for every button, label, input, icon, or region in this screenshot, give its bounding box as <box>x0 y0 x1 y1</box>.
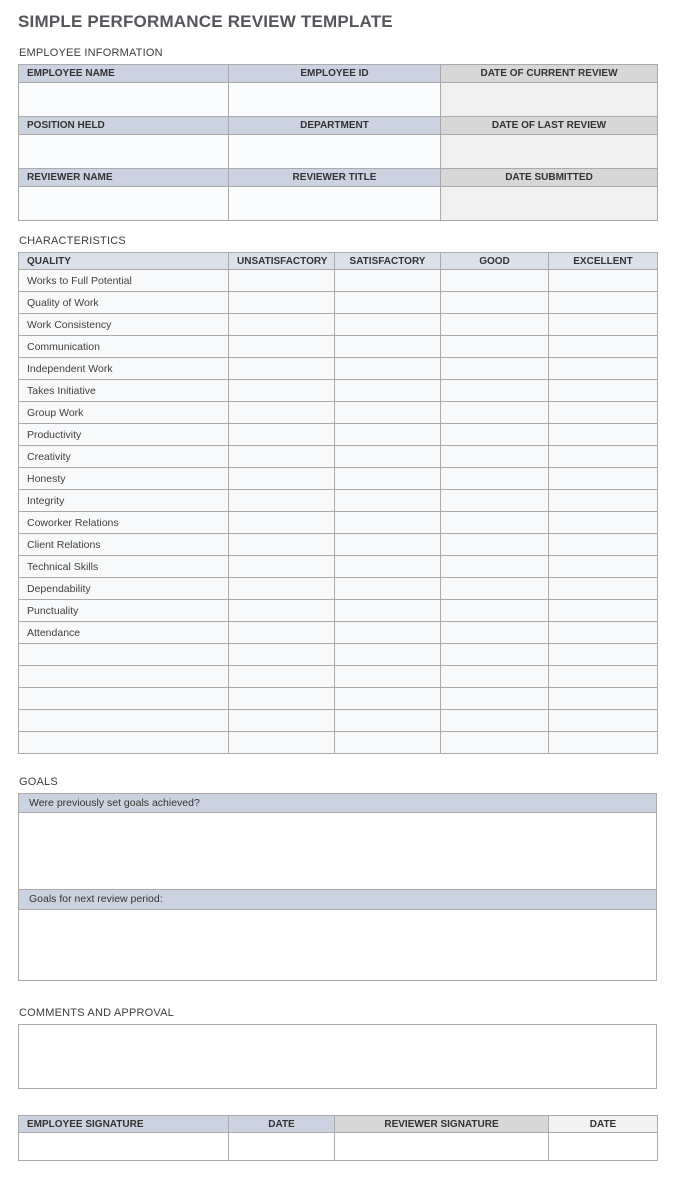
rating-cell-unsatisfactory[interactable] <box>229 292 335 314</box>
rating-cell-excellent[interactable] <box>549 270 658 292</box>
input-employee-signature-date[interactable] <box>229 1133 335 1161</box>
quality-label: Technical Skills <box>19 556 229 578</box>
quality-label <box>19 644 229 666</box>
goals-label: GOALS <box>19 776 58 788</box>
quality-label: Productivity <box>19 424 229 446</box>
rating-cell-good[interactable] <box>441 468 549 490</box>
rating-cell-excellent[interactable] <box>549 424 658 446</box>
section-signatures <box>18 1115 657 1161</box>
rating-cell-satisfactory[interactable] <box>335 270 441 292</box>
rating-cell-satisfactory[interactable] <box>335 292 441 314</box>
rating-cell-unsatisfactory[interactable] <box>229 512 335 534</box>
goal-prompt-previous-goals: Were previously set goals achieved? <box>18 793 657 813</box>
header-employee-id: EMPLOYEE ID <box>229 65 441 83</box>
quality-label: Honesty <box>19 468 229 490</box>
rating-cell-good[interactable] <box>441 490 549 512</box>
quality-label: Takes Initiative <box>19 380 229 402</box>
goal-prompt-next-period: Goals for next review period: <box>18 890 657 910</box>
table-header-row <box>19 1116 658 1133</box>
table-row <box>19 644 658 666</box>
quality-label: Creativity <box>19 446 229 468</box>
rating-cell-satisfactory[interactable] <box>335 710 441 732</box>
rating-cell-unsatisfactory[interactable] <box>229 688 335 710</box>
rating-cell-excellent[interactable] <box>549 446 658 468</box>
table-row <box>19 117 658 135</box>
rating-cell-excellent[interactable] <box>549 600 658 622</box>
rating-cell-satisfactory[interactable] <box>335 512 441 534</box>
rating-cell-satisfactory[interactable] <box>335 336 441 358</box>
quality-label <box>19 688 229 710</box>
rating-cell-good[interactable] <box>441 622 549 644</box>
input-position-held[interactable] <box>19 135 229 169</box>
rating-cell-excellent[interactable] <box>549 336 658 358</box>
quality-label: Punctuality <box>19 600 229 622</box>
rating-cell-satisfactory[interactable] <box>335 644 441 666</box>
rating-cell-good[interactable] <box>441 292 549 314</box>
input-reviewer-name[interactable] <box>19 187 229 221</box>
input-date-submitted[interactable] <box>441 187 658 221</box>
rating-cell-satisfactory[interactable] <box>335 468 441 490</box>
rating-cell-satisfactory[interactable] <box>335 622 441 644</box>
header-department: DEPARTMENT <box>229 117 441 135</box>
table-row <box>19 732 658 754</box>
table-row <box>19 666 658 688</box>
table-row <box>19 1133 658 1161</box>
rating-cell-excellent[interactable] <box>549 556 658 578</box>
quality-label: Client Relations <box>19 534 229 556</box>
signatures-table <box>18 1115 658 1161</box>
quality-label: Quality of Work <box>19 292 229 314</box>
rating-cell-satisfactory[interactable] <box>335 600 441 622</box>
table-row <box>19 187 658 221</box>
section-comments-approval <box>18 1007 657 1089</box>
rating-cell-good[interactable] <box>441 358 549 380</box>
header-position-held: POSITION HELD <box>19 117 229 135</box>
rating-cell-unsatisfactory[interactable] <box>229 402 335 424</box>
rating-cell-good[interactable] <box>441 688 549 710</box>
table-row <box>19 424 658 446</box>
rating-cell-excellent[interactable] <box>549 578 658 600</box>
comments-input-area[interactable] <box>18 1024 657 1089</box>
rating-cell-excellent[interactable] <box>549 292 658 314</box>
page-title: SIMPLE PERFORMANCE REVIEW TEMPLATE <box>18 12 393 31</box>
table-row <box>19 314 658 336</box>
rating-cell-unsatisfactory[interactable] <box>229 710 335 732</box>
rating-cell-good[interactable] <box>441 534 549 556</box>
input-employee-name[interactable] <box>19 83 229 117</box>
rating-cell-good[interactable] <box>441 402 549 424</box>
rating-cell-unsatisfactory[interactable] <box>229 358 335 380</box>
table-row <box>19 490 658 512</box>
goals-box <box>18 793 657 981</box>
table-row <box>19 534 658 556</box>
rating-cell-excellent[interactable] <box>549 380 658 402</box>
rating-cell-unsatisfactory[interactable] <box>229 314 335 336</box>
rating-cell-unsatisfactory[interactable] <box>229 666 335 688</box>
table-row <box>19 65 658 83</box>
header-reviewer-title: REVIEWER TITLE <box>229 169 441 187</box>
rating-cell-excellent[interactable] <box>549 622 658 644</box>
characteristics-label: CHARACTERISTICS <box>19 235 126 247</box>
input-date-of-last-review[interactable] <box>441 135 658 169</box>
rating-cell-satisfactory[interactable] <box>335 490 441 512</box>
input-employee-signature[interactable] <box>19 1133 229 1161</box>
header-reviewer-name: REVIEWER NAME <box>19 169 229 187</box>
header-reviewer-signature: REVIEWER SIGNATURE <box>335 1116 549 1133</box>
rating-cell-excellent[interactable] <box>549 314 658 336</box>
rating-cell-good[interactable] <box>441 578 549 600</box>
employee-information-table <box>18 64 658 221</box>
quality-label: Integrity <box>19 490 229 512</box>
table-row <box>19 556 658 578</box>
table-row <box>19 83 658 117</box>
rating-cell-good[interactable] <box>441 270 549 292</box>
rating-cell-unsatisfactory[interactable] <box>229 336 335 358</box>
header-reviewer-signature-date: DATE <box>549 1116 658 1133</box>
rating-cell-unsatisfactory[interactable] <box>229 490 335 512</box>
input-date-of-current-review[interactable] <box>441 83 658 117</box>
rating-cell-satisfactory[interactable] <box>335 358 441 380</box>
rating-cell-unsatisfactory[interactable] <box>229 578 335 600</box>
rating-cell-satisfactory[interactable] <box>335 424 441 446</box>
quality-label: Works to Full Potential <box>19 270 229 292</box>
rating-cell-excellent[interactable] <box>549 512 658 534</box>
employee-information-label: EMPLOYEE INFORMATION <box>19 47 163 59</box>
rating-cell-excellent[interactable] <box>549 358 658 380</box>
rating-cell-satisfactory[interactable] <box>335 666 441 688</box>
rating-cell-good[interactable] <box>441 732 549 754</box>
rating-cell-good[interactable] <box>441 314 549 336</box>
header-satisfactory: SATISFACTORY <box>335 253 441 270</box>
rating-cell-unsatisfactory[interactable] <box>229 446 335 468</box>
table-row <box>19 688 658 710</box>
rating-cell-unsatisfactory[interactable] <box>229 424 335 446</box>
table-row <box>19 600 658 622</box>
header-employee-signature-date: DATE <box>229 1116 335 1133</box>
input-reviewer-signature[interactable] <box>335 1133 549 1161</box>
rating-cell-good[interactable] <box>441 512 549 534</box>
header-excellent: EXCELLENT <box>549 253 658 270</box>
rating-cell-good[interactable] <box>441 446 549 468</box>
quality-label: Independent Work <box>19 358 229 380</box>
rating-cell-excellent[interactable] <box>549 732 658 754</box>
table-row <box>19 512 658 534</box>
table-row <box>19 710 658 732</box>
header-good: GOOD <box>441 253 549 270</box>
table-row <box>19 135 658 169</box>
header-unsatisfactory: UNSATISFACTORY <box>229 253 335 270</box>
rating-cell-satisfactory[interactable] <box>335 556 441 578</box>
rating-cell-satisfactory[interactable] <box>335 314 441 336</box>
rating-cell-excellent[interactable] <box>549 402 658 424</box>
rating-cell-good[interactable] <box>441 336 549 358</box>
rating-cell-unsatisfactory[interactable] <box>229 270 335 292</box>
rating-cell-satisfactory[interactable] <box>335 446 441 468</box>
section-characteristics <box>18 235 657 754</box>
rating-cell-excellent[interactable] <box>549 710 658 732</box>
table-row <box>19 169 658 187</box>
quality-label: Group Work <box>19 402 229 424</box>
rating-cell-excellent[interactable] <box>549 688 658 710</box>
table-header-row <box>19 253 658 270</box>
rating-cell-satisfactory[interactable] <box>335 534 441 556</box>
rating-cell-satisfactory[interactable] <box>335 732 441 754</box>
rating-cell-unsatisfactory[interactable] <box>229 468 335 490</box>
quality-label: Attendance <box>19 622 229 644</box>
table-row <box>19 622 658 644</box>
rating-cell-unsatisfactory[interactable] <box>229 600 335 622</box>
rating-cell-unsatisfactory[interactable] <box>229 732 335 754</box>
input-reviewer-title[interactable] <box>229 187 441 221</box>
table-row <box>19 402 658 424</box>
comments-approval-label: COMMENTS AND APPROVAL <box>19 1007 174 1019</box>
table-row <box>19 468 658 490</box>
table-row <box>19 336 658 358</box>
header-employee-name: EMPLOYEE NAME <box>19 65 229 83</box>
header-employee-signature: EMPLOYEE SIGNATURE <box>19 1116 229 1133</box>
rating-cell-unsatisfactory[interactable] <box>229 622 335 644</box>
rating-cell-unsatisfactory[interactable] <box>229 556 335 578</box>
rating-cell-good[interactable] <box>441 644 549 666</box>
goal-answer-next-period[interactable] <box>18 910 657 981</box>
quality-label <box>19 666 229 688</box>
rating-cell-good[interactable] <box>441 600 549 622</box>
rating-cell-excellent[interactable] <box>549 490 658 512</box>
rating-cell-excellent[interactable] <box>549 534 658 556</box>
rating-cell-satisfactory[interactable] <box>335 402 441 424</box>
table-row <box>19 578 658 600</box>
rating-cell-good[interactable] <box>441 710 549 732</box>
table-row <box>19 292 658 314</box>
rating-cell-excellent[interactable] <box>549 468 658 490</box>
quality-label: Coworker Relations <box>19 512 229 534</box>
rating-cell-excellent[interactable] <box>549 666 658 688</box>
section-goals <box>18 776 657 981</box>
input-department[interactable] <box>229 135 441 169</box>
quality-label: Dependability <box>19 578 229 600</box>
quality-label <box>19 732 229 754</box>
section-employee-information <box>18 47 657 221</box>
rating-cell-good[interactable] <box>441 424 549 446</box>
rating-cell-excellent[interactable] <box>549 644 658 666</box>
input-employee-id[interactable] <box>229 83 441 117</box>
header-date-of-last-review: DATE OF LAST REVIEW <box>441 117 658 135</box>
table-row <box>19 446 658 468</box>
rating-cell-unsatisfactory[interactable] <box>229 380 335 402</box>
quality-label: Work Consistency <box>19 314 229 336</box>
table-row <box>19 270 658 292</box>
header-date-submitted: DATE SUBMITTED <box>441 169 658 187</box>
characteristics-table <box>18 252 658 754</box>
rating-cell-unsatisfactory[interactable] <box>229 534 335 556</box>
table-row <box>19 358 658 380</box>
quality-label: Communication <box>19 336 229 358</box>
quality-label <box>19 710 229 732</box>
rating-cell-satisfactory[interactable] <box>335 380 441 402</box>
rating-cell-good[interactable] <box>441 556 549 578</box>
header-date-of-current-review: DATE OF CURRENT REVIEW <box>441 65 658 83</box>
input-reviewer-signature-date[interactable] <box>549 1133 658 1161</box>
rating-cell-good[interactable] <box>441 666 549 688</box>
header-quality: QUALITY <box>19 253 229 270</box>
rating-cell-good[interactable] <box>441 380 549 402</box>
rating-cell-satisfactory[interactable] <box>335 688 441 710</box>
rating-cell-unsatisfactory[interactable] <box>229 644 335 666</box>
rating-cell-satisfactory[interactable] <box>335 578 441 600</box>
goal-answer-previous-goals[interactable] <box>18 813 657 890</box>
table-row <box>19 380 658 402</box>
